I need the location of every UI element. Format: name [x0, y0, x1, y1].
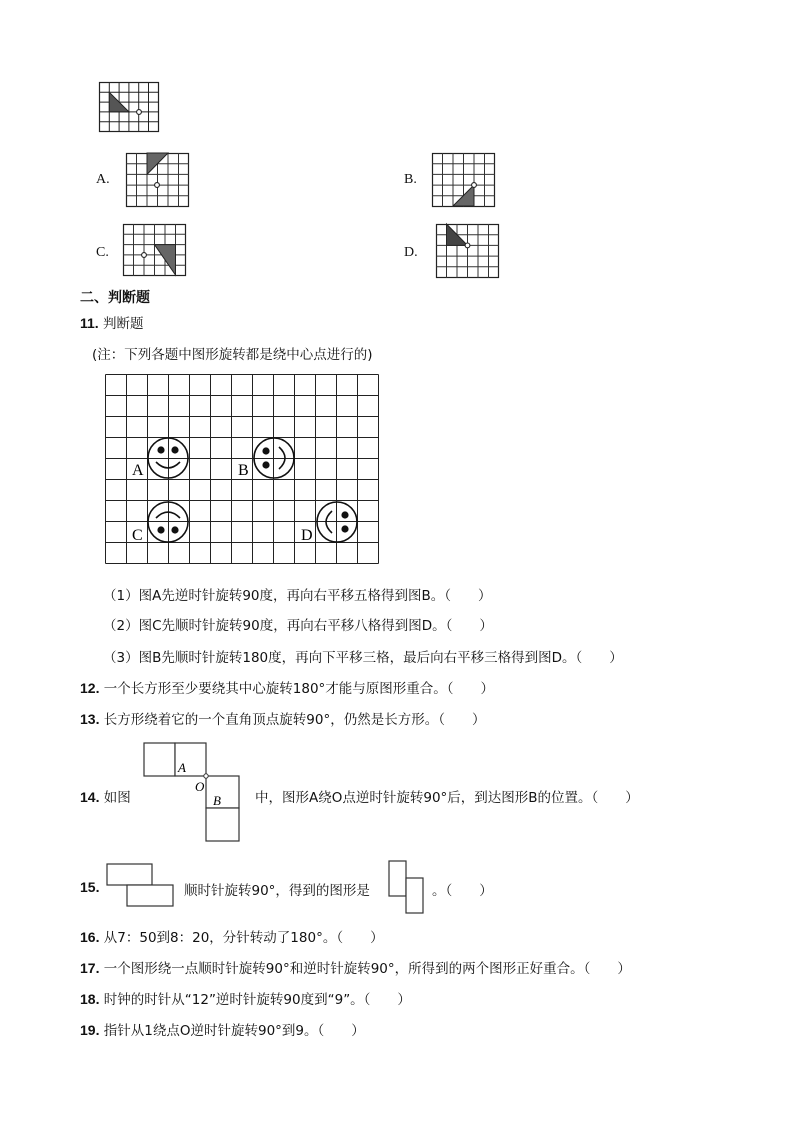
question-11-item-1: （1）图A先逆时针旋转90度，再向右平移五格得到图B。（ ） — [103, 588, 492, 604]
question-15-figure-original — [104, 862, 178, 910]
question-title: 判断题 — [103, 316, 144, 332]
option-c-label[interactable]: C. — [96, 245, 109, 260]
question-number: 12. — [80, 680, 100, 696]
question-19 — [80, 1019, 365, 1039]
option-a-figure[interactable] — [126, 153, 190, 209]
question-15-number: 15. — [80, 879, 100, 895]
option-b-label[interactable]: B. — [404, 172, 417, 187]
question-number: 16. — [80, 929, 100, 945]
question-14-text: 中，图形A绕O点逆时针旋转90°后，到达图形B的位置。（ ） — [255, 790, 639, 806]
question-figure — [99, 82, 161, 134]
question-11 — [80, 312, 144, 332]
question-text: 一个长方形至少要绕其中心旋转180°才能与原图形重合。（ ） — [103, 681, 495, 697]
question-text: 指针从1绕点O逆时针旋转90°到9。（ ） — [103, 1023, 365, 1039]
question-number: 18. — [80, 991, 100, 1007]
question-18 — [80, 988, 411, 1008]
question-14-figure — [140, 741, 248, 847]
question-text: 从7：50到8：20，分针转动了180°。（ ） — [103, 930, 384, 946]
question-number: 13. — [80, 711, 100, 727]
question-text: 如图 — [103, 790, 131, 806]
option-d-label[interactable]: D. — [404, 245, 418, 260]
grid-label-a: A — [132, 462, 144, 479]
grid-label-d: D — [301, 527, 313, 544]
figure-label-o: O — [195, 779, 205, 794]
question-15-end: 。（ ） — [432, 883, 493, 899]
option-d-figure[interactable] — [436, 224, 500, 280]
option-a-label[interactable]: A. — [96, 172, 110, 187]
option-c-figure[interactable] — [123, 224, 187, 278]
question-text: 长方形绕着它的一个直角顶点旋转90°，仍然是长方形。（ ） — [103, 712, 486, 728]
question-15-text: 顺时针旋转90°，得到的图形是 — [184, 883, 370, 899]
question-13 — [80, 708, 485, 728]
option-b-figure[interactable] — [432, 153, 496, 209]
figure-label-a: A — [178, 760, 186, 775]
question-number: 19. — [80, 1022, 100, 1038]
question-12 — [80, 677, 494, 697]
figure-label-b: B — [213, 793, 221, 808]
question-16 — [80, 926, 384, 946]
question-15-figure-result — [386, 858, 428, 916]
grid-label-c: C — [132, 527, 143, 544]
rotation-grid-figure — [105, 374, 381, 566]
question-number: 11. — [80, 315, 99, 331]
section-title: 二、判断题 — [80, 290, 150, 306]
question-text: 一个图形绕一点顺时针旋转90°和逆时针旋转90°，所得到的两个图形正好重合。（ ） — [103, 961, 631, 977]
question-text: 时钟的时针从“12”逆时针旋转90度到“9”。（ ） — [103, 992, 411, 1008]
question-14-prefix — [80, 786, 131, 806]
grid-label-b: B — [238, 462, 249, 479]
question-11-note: (注：下列各题中图形旋转都是绕中心点进行的) — [92, 347, 373, 363]
question-17 — [80, 957, 631, 977]
question-11-item-2: （2）图C先顺时针旋转90度，再向右平移八格得到图D。（ ） — [103, 618, 493, 634]
question-number: 17. — [80, 960, 100, 976]
question-11-item-3: （3）图B先顺时针旋转180度，再向下平移三格，最后向右平移三格得到图D。（ ） — [103, 650, 623, 666]
question-number: 14. — [80, 789, 100, 805]
